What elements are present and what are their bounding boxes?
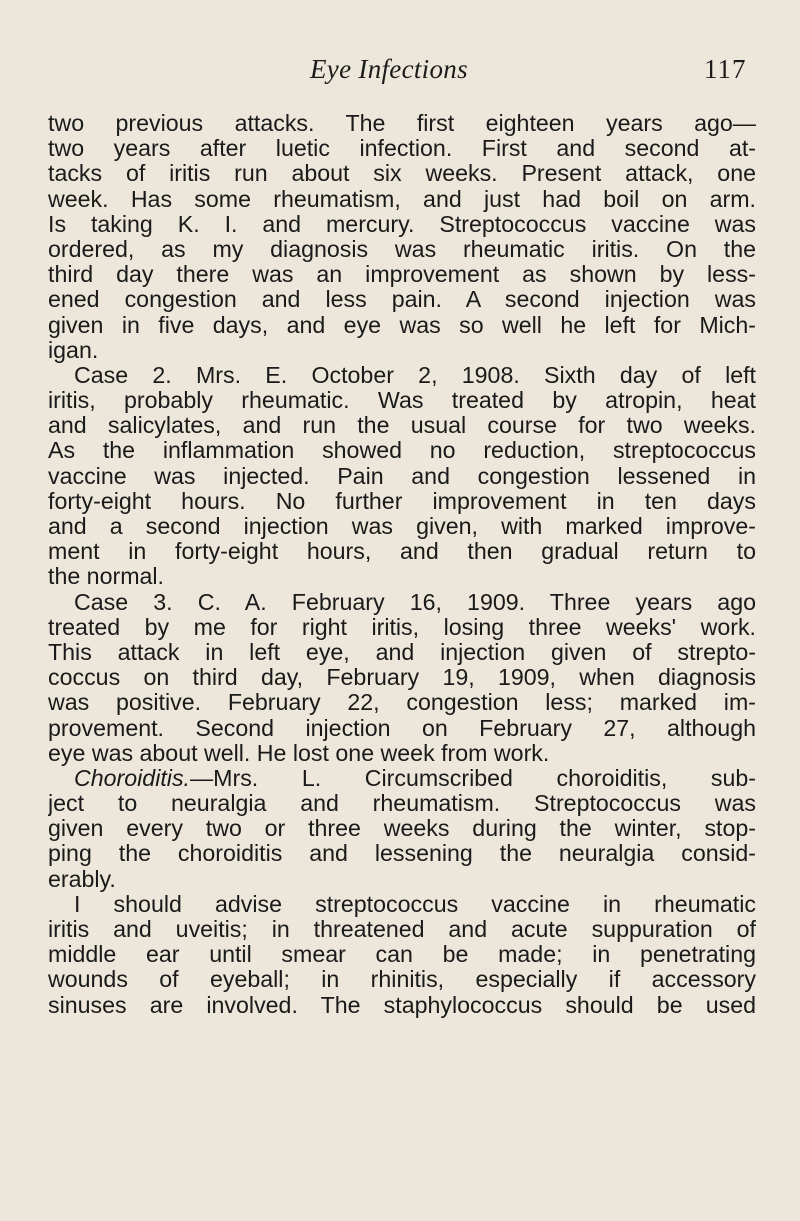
- body-text: [48, 111, 756, 1018]
- choroiditis-heading: Choroiditis.: [74, 765, 190, 791]
- text-line: This attack in left eye, and injection given of strepto-: [48, 639, 756, 665]
- text-line: ordered, as my diagnosis was rheumatic iritis. On the: [48, 236, 756, 262]
- text-line: two previous attacks. The first eighteen years ago—: [48, 111, 756, 136]
- text-line: coccus on third day, February 19, 1909, when diagnosis: [48, 665, 756, 691]
- text-line: iritis and uveitis; in threatened and acute suppuration of: [48, 917, 756, 942]
- text-line: provement. Second injection on February 27, although: [48, 715, 756, 741]
- text-line: was positive. February 22, congestion less; marked im-: [48, 690, 756, 716]
- text-line: treated by me for right iritis, losing three weeks' work.: [48, 614, 756, 640]
- text-line: the normal.: [48, 564, 164, 590]
- text-line: tacks of iritis run about six weeks. Present attack, one: [48, 161, 756, 187]
- text-line: forty-eight hours. No further improvement in ten days: [48, 488, 756, 514]
- text-line: vaccine was injected. Pain and congestion lessened in: [48, 463, 756, 489]
- case-3-line: Case 3. C. A. February 16, 1909. Three years ago: [74, 589, 756, 615]
- text-line: As the inflammation showed no reduction, streptococcus: [48, 438, 756, 464]
- choroiditis-line: [48, 766, 756, 791]
- text-line: and salicylates, and run the usual course for two weeks.: [48, 413, 756, 439]
- text-line: week. Has some rheumatism, and just had boil on arm.: [48, 186, 756, 212]
- text-line: two years after luetic infection. First and second at-: [48, 136, 756, 162]
- text-line: ment in forty-eight hours, and then gradual return to: [48, 539, 756, 565]
- case-2-line: Case 2. Mrs. E. October 2, 1908. Sixth day of left: [74, 362, 756, 388]
- running-title: Eye Infections: [310, 54, 468, 84]
- text-line: and a second injection was given, with marked improve-: [48, 514, 756, 539]
- page-header: [0, 52, 800, 92]
- text-line: given every two or three weeks during the winter, stop-: [48, 816, 756, 842]
- choroiditis-text: —Mrs. L. Circumscribed choroiditis, sub-: [189, 765, 756, 791]
- text-line: ping the choroiditis and lessening the neuralgia consid-: [48, 841, 756, 867]
- text-line: given in five days, and eye was so well he left for Mich-: [48, 312, 756, 338]
- text-line: wounds of eyeball; in rhinitis, especially if accessory: [48, 967, 756, 993]
- text-line: igan.: [48, 337, 99, 363]
- page-number: 117: [704, 54, 747, 84]
- text-line: ject to neuralgia and rheumatism. Streptococcus was: [48, 791, 756, 817]
- text-line: ened congestion and less pain. A second injection was: [48, 287, 756, 313]
- text-line: Is taking K. I. and mercury. Streptococcus vaccine was: [48, 211, 756, 237]
- text-line: sinuses are involved. The staphylococcus should be used: [48, 992, 756, 1018]
- text-line: iritis, probably rheumatic. Was treated by atropin, heat: [48, 388, 756, 414]
- text-line: third day there was an improvement as shown by less-: [48, 262, 756, 288]
- text-line: eye was about well. He lost one week from work.: [48, 740, 550, 766]
- text-line: middle ear until smear can be made; in penetrating: [48, 942, 756, 968]
- advice-line: I should advise streptococcus vaccine in rheumatic: [74, 891, 756, 917]
- text-line: erably.: [48, 866, 116, 892]
